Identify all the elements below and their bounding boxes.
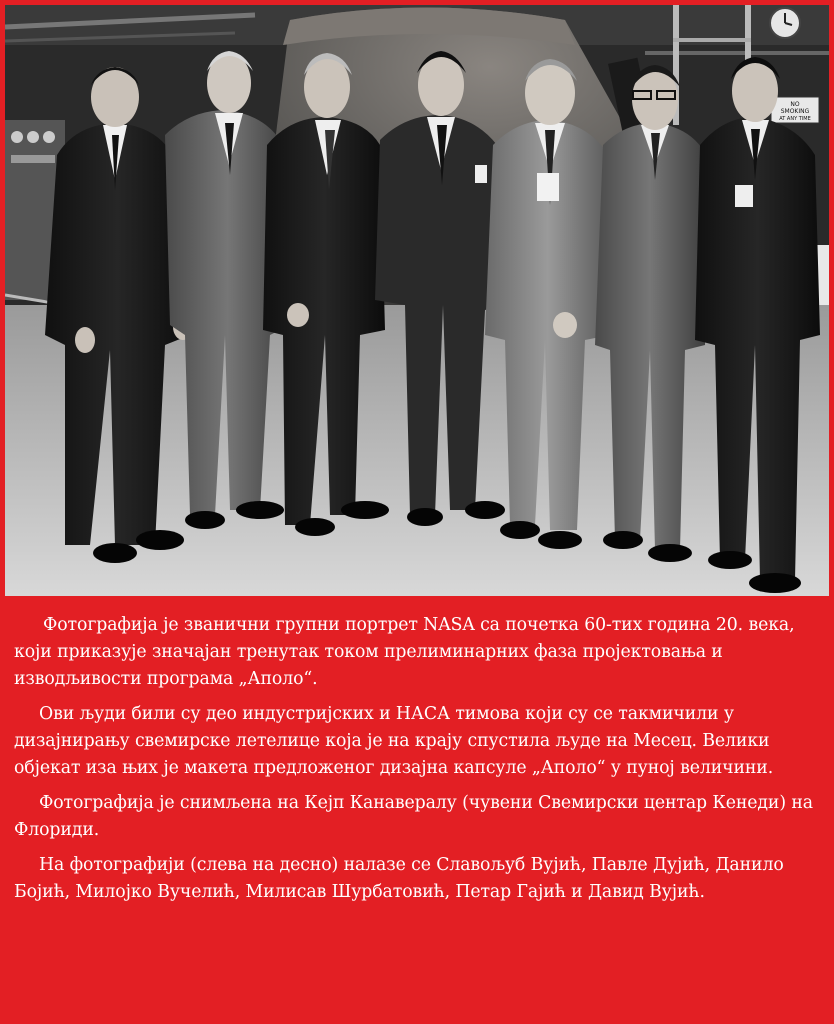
svg-text:NO: NO xyxy=(790,101,800,108)
caption-paragraph-2: Ови људи били су део индустријских и НАСА тимова који су се такмичили у дизајнирању свемирске летелице која је на крају спустила људе на Месец. Велики објекат иза њих је макета предложеног дизајна капсуле „Аполо“ у пуној величини. xyxy=(14,704,774,778)
svg-text:AT ANY TIME: AT ANY TIME xyxy=(779,116,811,122)
svg-text:SMOKING: SMOKING xyxy=(780,108,810,115)
caption-paragraph-1: Фотографија је званични групни портрет NASA са почетка 60-тих година 20. века, који приказује значајан тренутак током прелиминарних фаза пројектовања и изводљивости програма „Аполо“. xyxy=(14,615,795,689)
photo-caption xyxy=(14,612,820,914)
caption-paragraph-3: Фотографија је снимљена на Кејп Канавералу (чувени Свемирски центар Кенеди) на Флориди. xyxy=(14,793,813,840)
photo-drawing xyxy=(5,5,829,596)
caption-paragraph-4: На фотографији (слева на десно) налазе се Славољуб Вујић, Павле Дујић, Данило Бојић, Милојко Вучелић, Милисав Шурбатовић, Петар Гајић и Давид Вујић. xyxy=(14,855,784,902)
group-portrait-photo xyxy=(5,5,829,596)
